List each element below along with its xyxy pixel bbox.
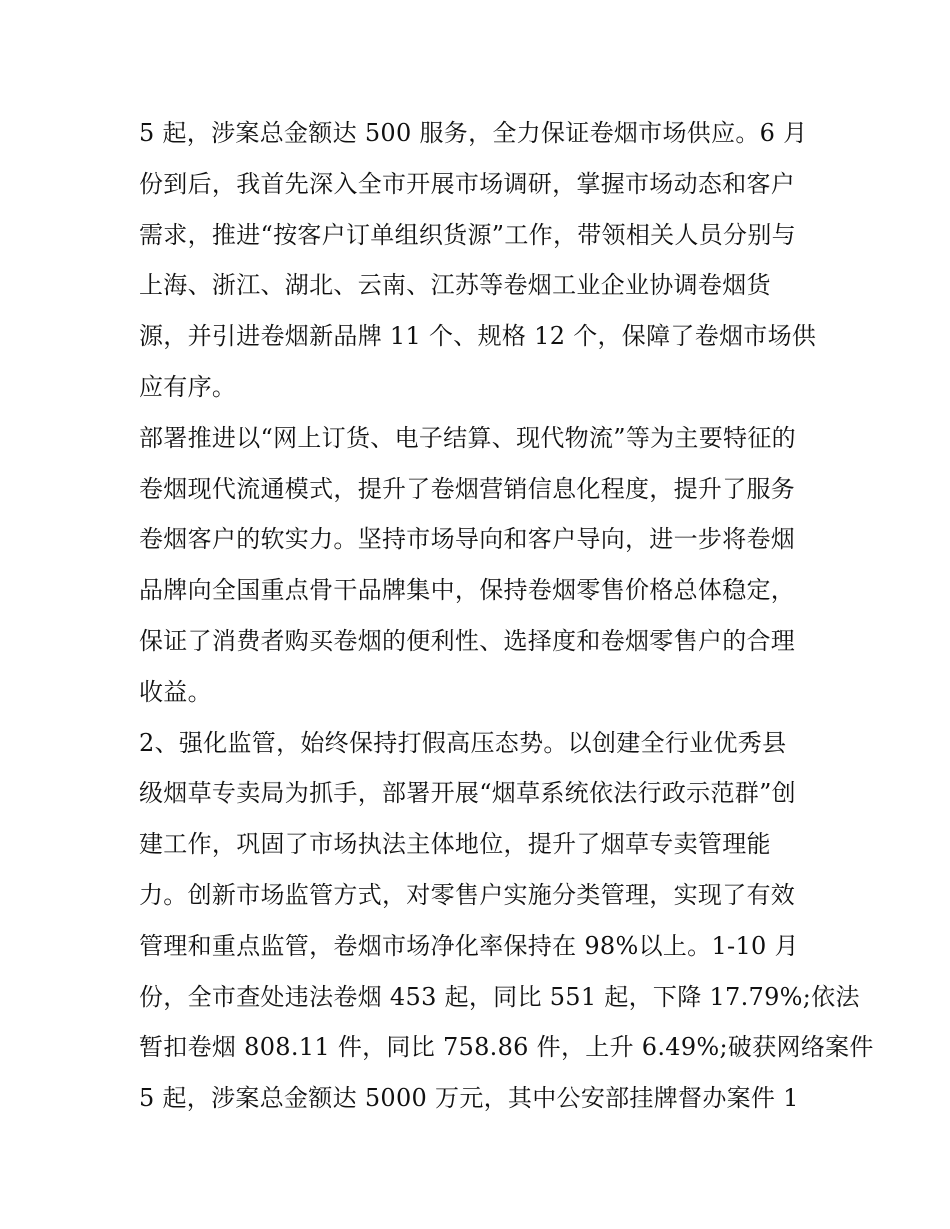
text-line-10: 品牌向全国重点骨干品牌集中，保持卷烟零售价格总体稳定， bbox=[139, 576, 796, 605]
text-line-6: 应有序。 bbox=[139, 372, 237, 401]
text-line-19: 暂扣卷烟 808.11 件，同比 758.86 件，上升 6.49%;破获网络案件 bbox=[139, 1033, 874, 1062]
text-line-1: 5 起，涉案总金额达 500 服务，全力保证卷烟市场供应。6 月 bbox=[139, 119, 808, 147]
text-line-7: 部署推进以“网上订货、电子结算、现代物流”等为主要特征的 bbox=[139, 423, 796, 452]
text-line-11: 保证了消费者购买卷烟的便利性、选择度和卷烟零售户的合理 bbox=[139, 626, 796, 655]
body-text bbox=[139, 108, 874, 1124]
text-line-4: 上海、浙江、湖北、云南、江苏等卷烟工业企业协调卷烟货 bbox=[139, 271, 771, 300]
text-line-9: 卷烟客户的软实力。坚持市场导向和客户导向，进一步将卷烟 bbox=[139, 525, 796, 554]
text-line-2: 份到后，我首先深入全市开展市场调研，掌握市场动态和客户 bbox=[139, 169, 796, 198]
text-line-15: 建工作，巩固了市场执法主体地位，提升了烟草专卖管理能 bbox=[139, 830, 771, 859]
text-line-8: 卷烟现代流通模式，提升了卷烟营销信息化程度，提升了服务 bbox=[139, 474, 796, 503]
text-line-14: 级烟草专卖局为抓手，部署开展“烟草系统依法行政示范群”创 bbox=[139, 779, 796, 808]
text-line-13: 2、强化监管，始终保持打假高压态势。以创建全行业优秀县 bbox=[139, 728, 787, 757]
text-line-5: 源，并引进卷烟新品牌 11 个、规格 12 个，保障了卷烟市场供 bbox=[139, 322, 817, 351]
text-line-18: 份，全市查处违法卷烟 453 起，同比 551 起，下降 17.79%;依法 bbox=[139, 982, 860, 1011]
text-line-3: 需求，推进“按客户订单组织货源”工作，带领相关人员分别与 bbox=[139, 220, 796, 249]
text-line-16: 力。创新市场监管方式，对零售户实施分类管理，实现了有效 bbox=[139, 880, 796, 909]
text-line-17: 管理和重点监管，卷烟市场净化率保持在 98%以上。1-10 月 bbox=[139, 931, 799, 960]
text-line-12: 收益。 bbox=[139, 677, 212, 706]
text-line-20: 5 起，涉案总金额达 5000 万元，其中公安部挂牌督办案件 1 bbox=[139, 1084, 799, 1113]
